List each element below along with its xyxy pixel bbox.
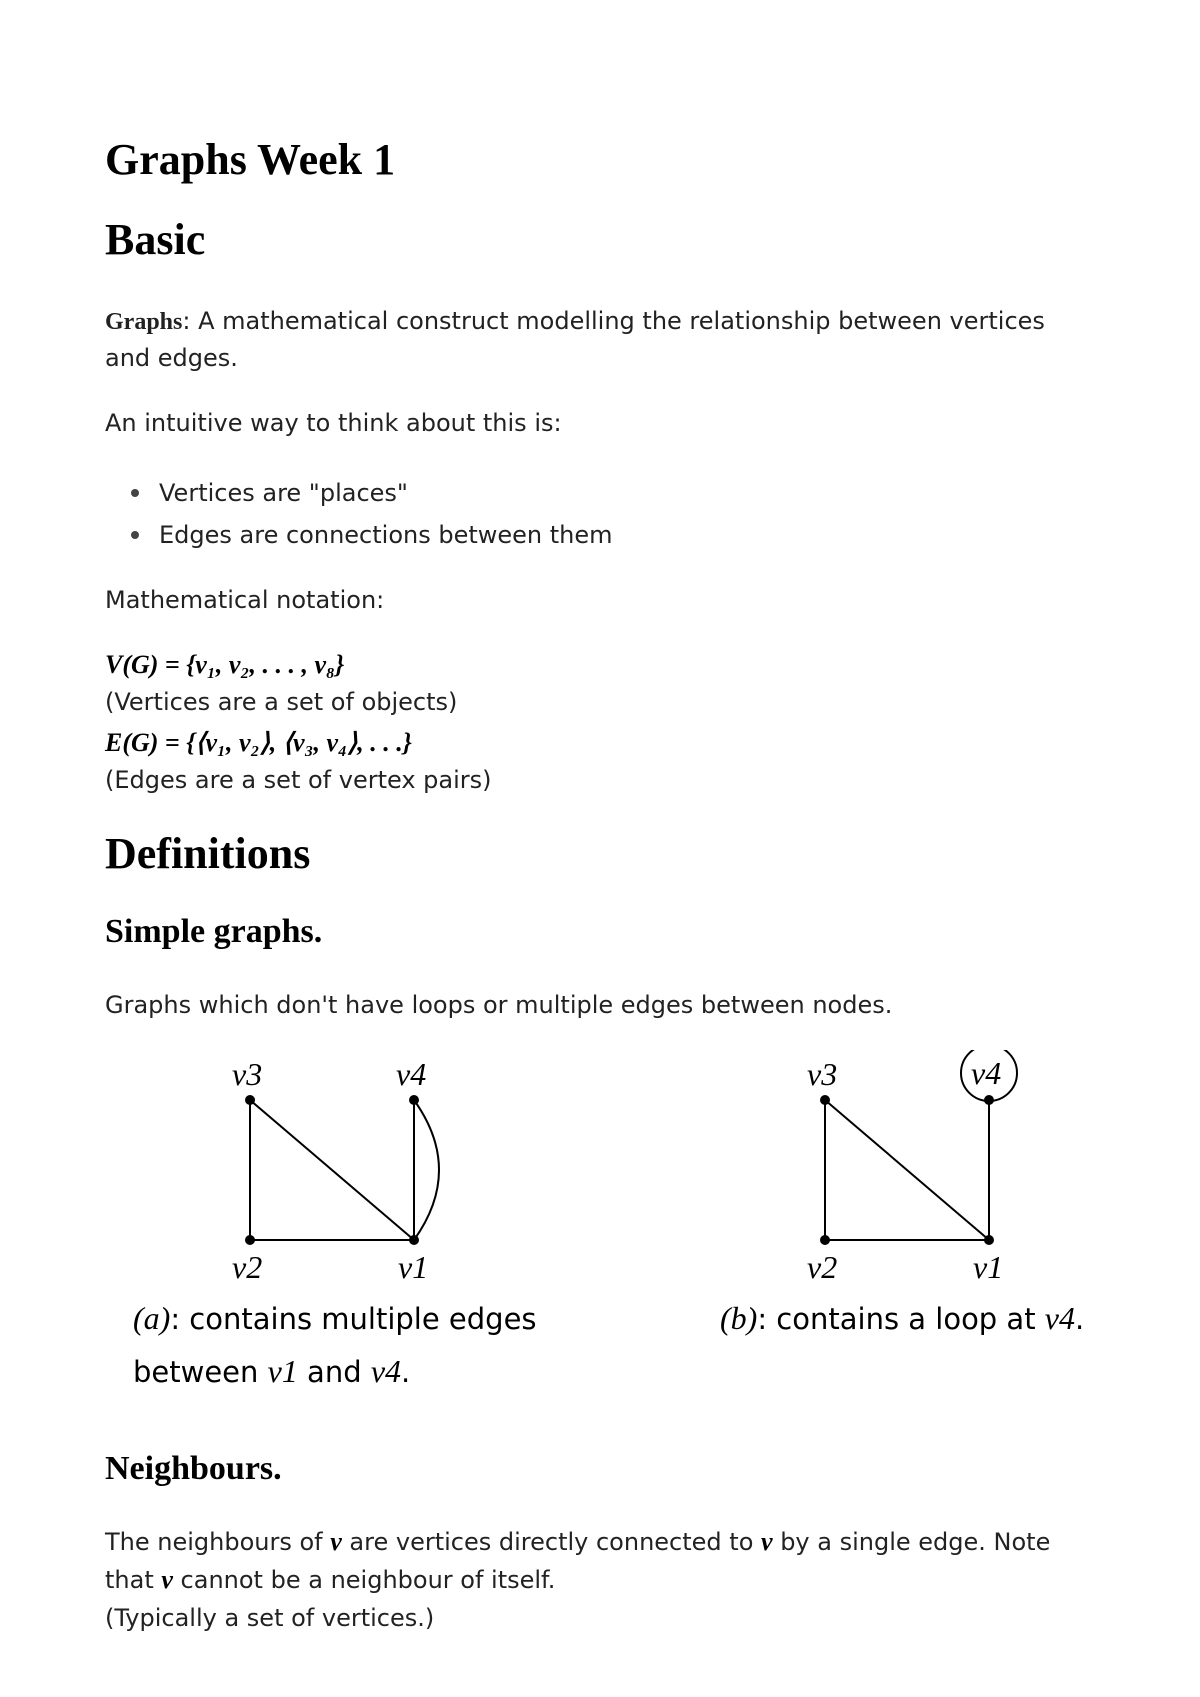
vertex-v3 [820,1095,830,1105]
vertex-note: (Vertices are a set of objects) [105,688,458,716]
simple-graphs-text: Graphs which don't have loops or multiple edges between nodes. [105,991,893,1019]
vertex-label-v2: v2 [807,1249,838,1280]
vertex-label-v1: v1 [398,1249,429,1280]
figure-a-caption-and: and [297,1355,371,1389]
edge-v4-v1-curved [414,1100,439,1240]
figure-b-caption-text: : contains a loop at [757,1302,1045,1336]
edge-v3-v1 [250,1100,414,1240]
vertex-label-v3: v3 [232,1056,263,1092]
figure-a-caption-period: . [401,1355,411,1389]
vertex-v3 [245,1095,255,1105]
graphs-definition-cont: and edges. [105,344,238,372]
figure-b-caption-v4: v4 [1044,1300,1075,1336]
vertex-label-v3: v3 [807,1056,838,1092]
intuitive-intro: An intuitive way to think about this is: [105,409,562,437]
figure-a-caption [133,1292,537,1398]
list-item [105,472,613,514]
text-run: The neighbours of [105,1528,331,1556]
section-heading-definitions: Definitions [105,829,311,878]
subsection-heading-neighbours: Neighbours. [105,1450,282,1487]
figure-a-caption-line1: : contains multiple edges [170,1302,537,1336]
graph-figure-b [785,1050,1085,1280]
bullet-icon [131,531,139,539]
graphs-definition-text: : A mathematical construct modelling the relationship between vertices [182,307,1045,335]
list-item-text: Vertices are "places" [159,479,408,507]
neighbours-text-line1 [105,1523,1105,1561]
math-v: v [330,1527,342,1556]
vertex-v2 [820,1235,830,1245]
vertex-v1 [409,1235,419,1245]
vertex-v4 [409,1095,419,1105]
graphs-definition [105,303,1105,341]
math-v: v [761,1527,773,1556]
page-title: Graphs Week 1 [105,135,396,184]
vertex-label-v2: v2 [232,1249,263,1280]
neighbours-text-line2 [105,1561,1105,1599]
figure-b-label: (b) [720,1300,758,1336]
figure-a-caption-v4: v4 [370,1353,402,1389]
figure-a-caption-v1: v1 [267,1353,298,1389]
math-v: v [161,1565,173,1594]
intuition-list [105,472,613,556]
neighbours-text-line3: (Typically a set of vertices.) [105,1604,435,1632]
figure-b-caption-period: . [1075,1302,1085,1336]
vertex-v2 [245,1235,255,1245]
subsection-heading-simple-graphs: Simple graphs. [105,913,323,950]
vertex-formula: V(G) = {v₁, v₂, . . . , v₈} [105,650,345,679]
list-item-text: Edges are connections between them [159,521,613,549]
text-run: by a single edge. Note [772,1528,1051,1556]
section-heading-basic: Basic [105,215,206,264]
vertex-label-v4: v4 [971,1055,1002,1091]
edge-formula: E(G) = {⟨v₁, v₂⟩, ⟨v₃, v₄⟩, . . .} [105,728,412,757]
text-run: are vertices directly connected to [341,1528,762,1556]
vertex-label-v4: v4 [396,1056,427,1092]
vertex-label-v1: v1 [973,1249,1004,1280]
notation-intro: Mathematical notation: [105,586,385,614]
text-run: cannot be a neighbour of itself. [172,1566,556,1594]
graphs-term: Graphs [105,309,183,335]
list-item [105,514,613,556]
vertex-v1 [984,1235,994,1245]
bullet-icon [131,489,139,497]
figure-a-label: (a) [133,1300,171,1336]
vertex-v4 [984,1095,994,1105]
edge-v3-v1 [825,1100,989,1240]
figure-a-caption-between: between [133,1355,268,1389]
edge-note: (Edges are a set of vertex pairs) [105,766,492,794]
figure-b-caption [720,1292,1084,1345]
graph-figure-a [210,1050,510,1280]
text-run: that [105,1566,162,1594]
